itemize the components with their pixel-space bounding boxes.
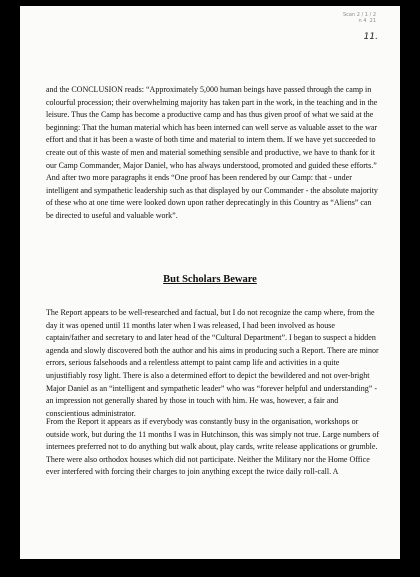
paragraph-camp-activity: From the Report it appears as if everybody was constantly busy in the organisation, workshops or outside work, but during the 11 months I was in Hutchinson, this was simply not true. Large numbers of internees preferred not to do anything but walk about, play cards, write release applications or grumble. There were also orthodox houses which did not participate. Neither the Military nor the Home Office ever interfered with forcing their charges to join anything except the twice daily roll-call. A <box>46 417 380 477</box>
document-page <box>20 6 400 559</box>
paragraph-conclusion: and the CONCLUSION reads: “Approximately 5,000 human beings have passed through the camp in colourful procession; their overwhelming majority has taken part in the work, in the teaching and in the leisure. Thus the Camp has become a productive camp and has thus given proof of what we said at the beginning: That the human material which has been interned can well serve as valuable asset to the war effort and that it has been a waste of both time and material to intern them. If we have yet succeeded to create out of this waste of men and material something sensible and productive, we have to thank for it our Camp Commander, Major Daniel, who has always understood, promoted and guided these efforts.” And after two more paragraphs it ends “One proof has been rendered by our Camp: that - under intelligent and sympathetic leadership such as that displayed by our Commander - the absolute majority of these who at one time were looked down upon rather deprecatingly in this Country as “Aliens” can be directed to useful and valuable work”. <box>46 85 378 220</box>
paragraph-report-critique: The Report appears to be well-researched and factual, but I do not recognize the camp where, from the day it was opened until 11 months later when I was released, I had been involved as house captain/father and secretary to and later head of the “Cultural Department”. I began to suspect a hidden agenda and slowly discovered both the author and his aims in producing such a Report. There are minor errors, serious falsehoods and a relentless attempt to paint camp life and activities in a quite unjustifiably rosy light. There is also a determined effort to depict the bewildered and not over-bright Major Daniel as an “intelligent and sympathetic leader” who was “forever helpful and understanding” - an impression not generally shared by those in touch with him. He was, however, a fair and conscientious administrator. <box>46 308 379 418</box>
page-number: 11. <box>363 32 378 42</box>
section-heading: But Scholars Beware <box>163 274 257 285</box>
archive-reference: Scan 2 / 1 / 2 n 4 21 <box>342 12 376 24</box>
